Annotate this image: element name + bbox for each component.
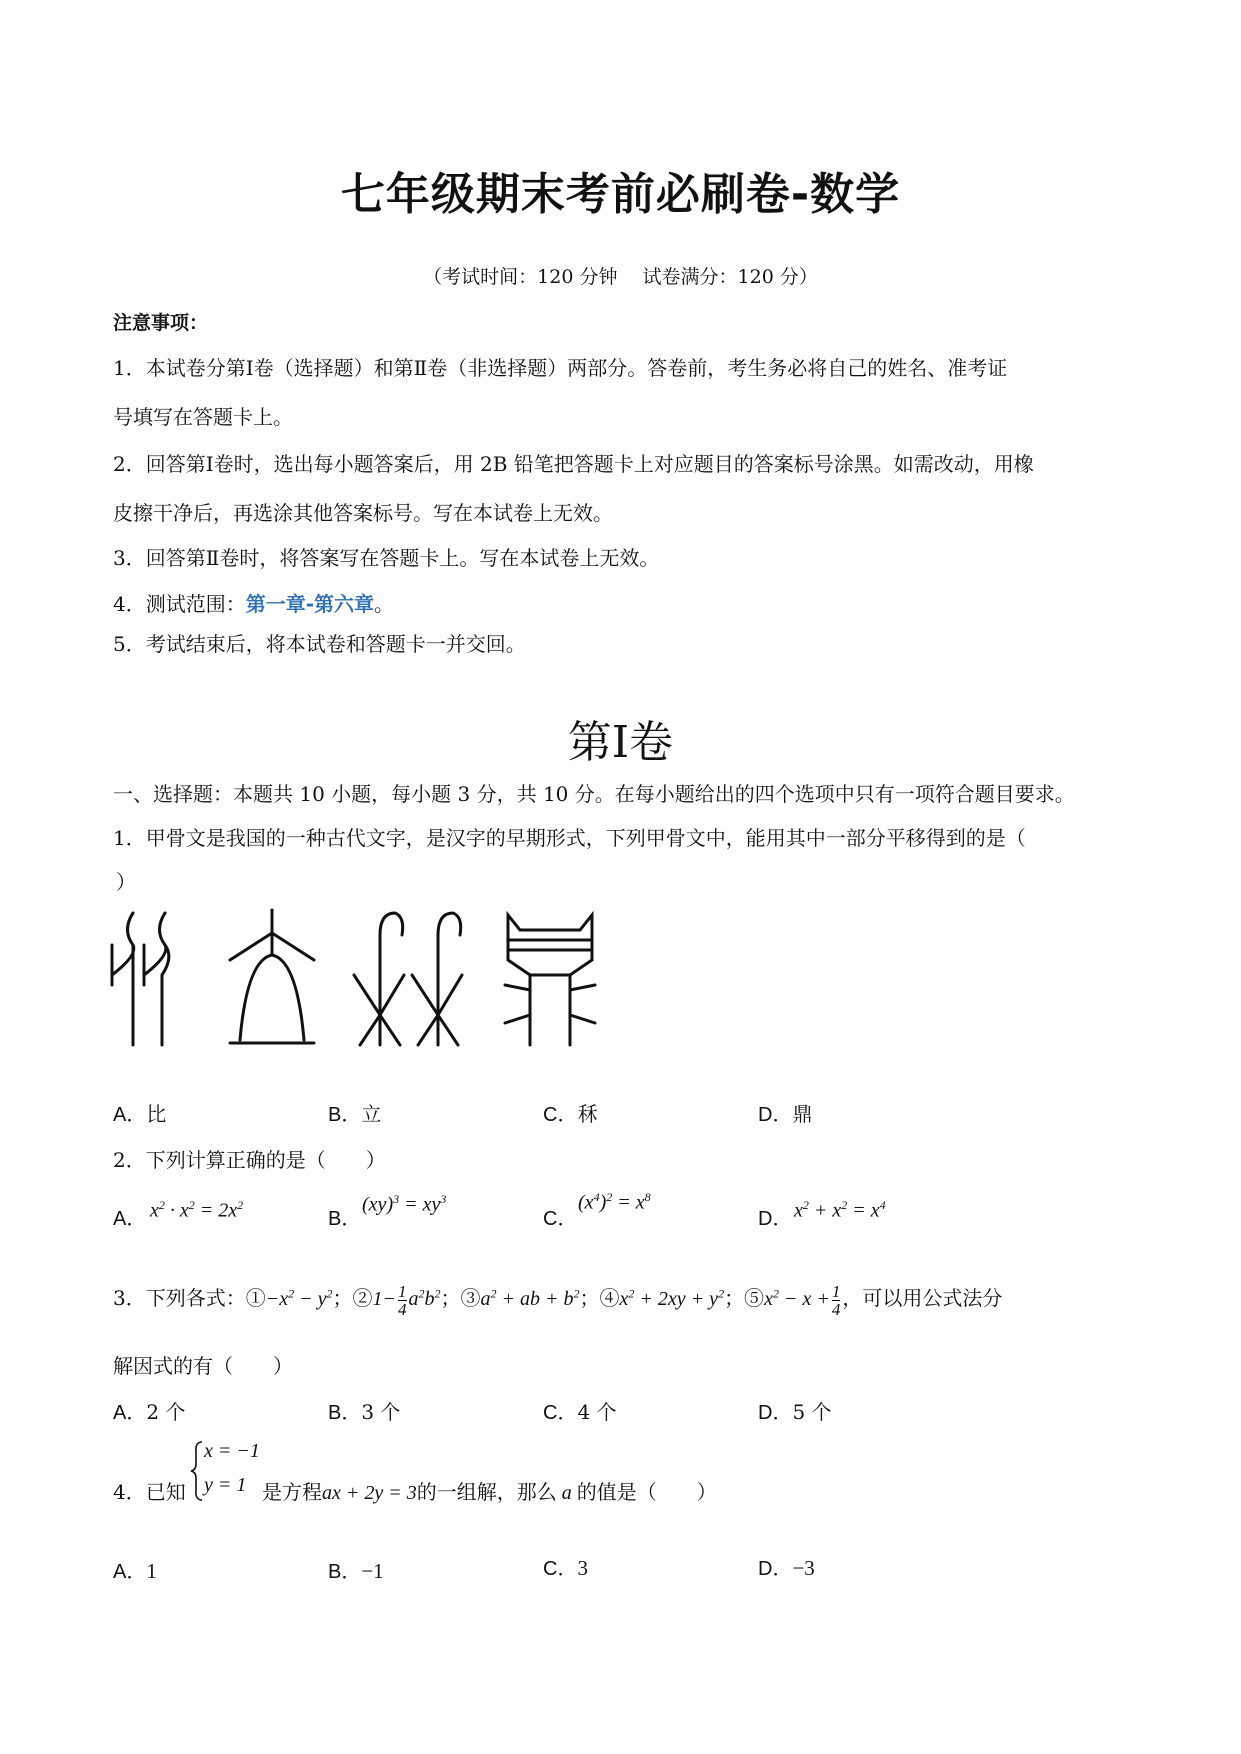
q3-expr-3: $a^2$ + ab + $b^2$ xyxy=(480,1286,580,1310)
q4-option-c[interactable] xyxy=(543,1552,588,1581)
oracle-bone-ding-image xyxy=(500,905,600,1055)
q1-option-c[interactable] xyxy=(543,1098,597,1127)
q2-option-c-formula: $(x^4)^2 = x^8$ xyxy=(578,1190,651,1214)
q4-option-b-text: −1 xyxy=(361,1559,384,1583)
q1-option-b[interactable] xyxy=(328,1098,381,1127)
q3-option-a-letter: A． xyxy=(113,1402,147,1424)
q3-option-a[interactable] xyxy=(113,1396,185,1425)
q3-option-b-letter: B． xyxy=(328,1402,362,1424)
q3-expr-1: $-x^2 - y^2$ xyxy=(265,1286,333,1310)
q4-option-d[interactable] xyxy=(758,1552,815,1581)
q3-option-c-text: 4 个 xyxy=(577,1400,617,1424)
notice-item-1b: 号填写在答题卡上。 xyxy=(113,405,293,429)
exam-title: 七年级期末考前必刷卷-数学 xyxy=(340,169,901,220)
q2-option-c[interactable] xyxy=(543,1202,577,1231)
q1-option-b-letter: B． xyxy=(328,1104,362,1126)
q3-option-b[interactable] xyxy=(328,1396,400,1425)
q3-option-d-letter: D． xyxy=(758,1402,793,1424)
exam-subtitle: （考试时间：120 分钟 试卷满分：120 分） xyxy=(423,266,818,288)
q3-stem-prefix: 3．下列各式： xyxy=(113,1286,246,1310)
q1-option-b-text: 立 xyxy=(361,1102,382,1126)
notice-item-4-suffix: 。 xyxy=(374,592,395,616)
q1-stem: 1．甲骨文是我国的一种古代文字，是汉字的早期形式，下列甲骨文中，能用其中一部分平移得到的是（ xyxy=(113,826,1026,850)
q1-option-d[interactable] xyxy=(758,1098,812,1127)
q3-option-b-text: 3 个 xyxy=(361,1400,401,1424)
q2-option-b[interactable] xyxy=(328,1202,361,1231)
oracle-bone-li2-image xyxy=(350,905,480,1055)
q3-stem-b: 解因式的有（ ） xyxy=(113,1354,293,1378)
q1-option-d-letter: D． xyxy=(758,1104,793,1126)
q3-fraction-quarter-2: $\frac{1}{4}$ xyxy=(831,1281,841,1319)
notice-item-1a: 1．本试卷分第Ⅰ卷（选择题）和第Ⅱ卷（非选择题）两部分。答卷前，考生务必将自己的姓名、准考证 xyxy=(113,356,1008,380)
q4-option-c-letter: C． xyxy=(543,1558,578,1580)
q4-option-a-letter: A． xyxy=(113,1561,147,1583)
q2-option-d-formula: $x^2 + x^2 = x^4$ xyxy=(794,1198,886,1222)
notice-heading: 注意事项： xyxy=(113,312,209,334)
q4-option-d-letter: D． xyxy=(758,1558,793,1580)
section-title: 第Ⅰ卷 xyxy=(567,717,674,768)
q3-option-c[interactable] xyxy=(543,1396,617,1425)
q4-option-a-text: 1 xyxy=(146,1559,157,1583)
q4-stem-mid: 是方程 xyxy=(262,1480,322,1504)
test-range-link: 第一章-第六章 xyxy=(245,592,375,616)
q4-system-eq-1: x = −1 xyxy=(204,1440,260,1462)
notice-item-4 xyxy=(113,588,394,617)
q3-fraction-quarter: $\frac{1}{4}$ xyxy=(398,1281,407,1319)
q3-stem: 3．下列各式：$①-x^2 - y^2$；②1− $\frac{1}{4}$ $a^2b^2$；$③a^2$ + ab + $b^2$；$④x^2 + 2xy + y^2$；$⑤x^2 - x$ + $\frac{1}{4}$ ，可以用公式法分 xyxy=(113,1281,1003,1319)
q4-option-a[interactable] xyxy=(113,1555,157,1584)
q2-option-c-letter: C． xyxy=(543,1208,578,1230)
q4-stem-rest xyxy=(262,1476,717,1505)
q3-option-d[interactable] xyxy=(758,1396,832,1425)
q4-stem-mid2: 的一组解，那么 xyxy=(416,1480,557,1504)
q1-stem-close: ） xyxy=(116,870,136,894)
system-brace-icon xyxy=(190,1440,204,1502)
q2-option-d-letter: D． xyxy=(758,1208,793,1230)
q4-variable-a: a xyxy=(556,1482,577,1504)
q3-expr-2: 1− $\frac{1}{4}$ $a^2b^2$ xyxy=(372,1281,441,1319)
q2-option-b-formula: $(xy)^3 = xy^3$ xyxy=(362,1192,447,1216)
q1-option-a[interactable] xyxy=(113,1098,166,1127)
q4-stem-suffix: 的值是（ ） xyxy=(576,1480,717,1504)
q1-option-c-text: 秝 xyxy=(577,1102,598,1126)
notice-item-2a: 2．回答第Ⅰ卷时，选出每小题答案后，用 2B 铅笔把答题卡上对应题目的答案标号涂黑。如需改动，用橡 xyxy=(113,452,1034,476)
notice-item-3: 3．回答第Ⅱ卷时，将答案写在答题卡上。写在本试卷上无效。 xyxy=(113,546,660,570)
q2-option-d[interactable] xyxy=(758,1202,792,1231)
q4-option-d-text: −3 xyxy=(792,1556,815,1580)
oracle-bone-li-image xyxy=(222,905,322,1055)
notice-item-5: 5．考试结束后，将本试卷和答题卡一并交回。 xyxy=(113,632,526,656)
q4-system-eq-2: y = 1 xyxy=(204,1474,247,1496)
q2-stem: 2．下列计算正确的是（ ） xyxy=(113,1148,386,1172)
q4-option-c-text: 3 xyxy=(577,1556,588,1580)
q1-option-c-letter: C． xyxy=(543,1104,578,1126)
q2-option-a-formula: $x^2 \cdot x^2 = 2x^2$ xyxy=(150,1198,244,1222)
q4-stem-prefix: 4．已知 xyxy=(113,1480,186,1504)
q3-stem-suffix: ，可以用公式法分 xyxy=(842,1286,1003,1310)
q1-option-a-text: 比 xyxy=(146,1102,167,1126)
q3-option-d-text: 5 个 xyxy=(792,1400,832,1424)
q4-equation: ax + 2y = 3 xyxy=(322,1482,417,1504)
q3-expr-4: $x^2 + 2xy + y^2$ xyxy=(619,1286,725,1310)
q2-option-a[interactable] xyxy=(113,1202,146,1231)
q3-option-a-text: 2 个 xyxy=(146,1400,186,1424)
notice-item-2b: 皮擦干净后，再选涂其他答案标号。写在本试卷上无效。 xyxy=(113,501,613,525)
oracle-bone-bi-image xyxy=(108,905,208,1055)
q2-option-a-letter: A． xyxy=(113,1208,147,1230)
q4-option-b-letter: B． xyxy=(328,1561,362,1583)
q2-option-b-letter: B． xyxy=(328,1208,362,1230)
part1-instructions: 一、选择题：本题共 10 小题，每小题 3 分，共 10 分。在每小题给出的四个选项中只有一项符合题目要求。 xyxy=(113,782,1075,806)
q1-option-d-text: 鼎 xyxy=(792,1102,813,1126)
q3-option-c-letter: C． xyxy=(543,1402,578,1424)
q3-expr-5: $x^2 - x$ + $\frac{1}{4}$ xyxy=(764,1281,841,1319)
q4-option-b[interactable] xyxy=(328,1555,384,1584)
q1-option-a-letter: A． xyxy=(113,1104,147,1126)
notice-item-4-prefix: 4．测试范围： xyxy=(113,592,246,616)
